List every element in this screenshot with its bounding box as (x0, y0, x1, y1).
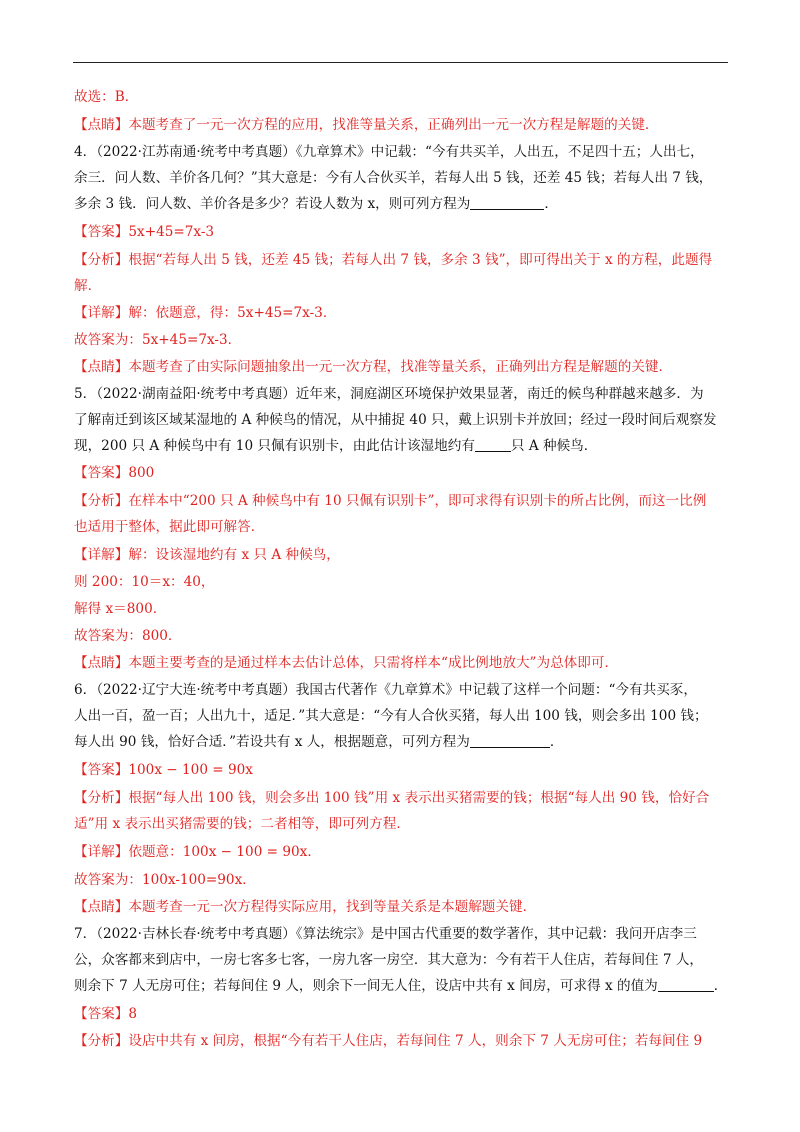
line-text: 【分析】在样本中“200 只 A 种候鸟中有 10 只佩有识别卡”，即可求得有识别卡的所占比例，而这一比例 (74, 493, 707, 509)
text-line (74, 303, 336, 323)
text-line (74, 250, 712, 270)
line-tail-text: ． (713, 978, 728, 994)
text-line (74, 572, 215, 592)
line-text: 人出一百，盈一百；人出九十，适足．”其大意是：“今有人合伙买猪，每人出 100 钱，则会多出 100 钱； (74, 708, 708, 724)
text-line (74, 410, 717, 430)
text-line (74, 599, 166, 619)
line-text: 则 200：10＝x：40， (74, 574, 215, 590)
line-text: 【答案】8 (74, 1006, 138, 1022)
line-tail-text: ． (549, 734, 564, 750)
header-rule (73, 62, 728, 63)
text-line (74, 706, 708, 726)
text-line (74, 142, 704, 162)
line-text: 【分析】根据“每人出 100 钱，则会多出 100 钱”用 x 表示出买猪需要的钱；根据“每人出 90 钱，恰好合 (74, 790, 710, 806)
line-text: 【详解】解：依题意，得：5x+45=7x-3． (74, 305, 337, 321)
line-text: 也适用于整体，据此即可解答． (74, 519, 265, 535)
text-line (74, 760, 253, 780)
line-text: 【分析】根据“若每人出 5 钱，还差 45 钱；若每人出 7 钱，多余 3 钱”，即可得出关于 x 的方程，此题得 (74, 252, 713, 268)
line-text: 【详解】依题意：100x − 100 = 90x． (74, 844, 321, 860)
line-text: 故答案为：5x+45=7x-3． (74, 332, 242, 348)
text-line (74, 976, 727, 996)
line-text: 则余下 7 人无房可住；若每间住 9 人，则余下一间无人住，设店中共有 x 间房，可求得 x 的值为 (74, 978, 658, 994)
text-line (74, 924, 697, 944)
text-line (74, 788, 709, 808)
line-text: 余三．问人数、羊价各几何？”其大意是：今有人合伙买羊，若每人出 5 钱，还差 45 钱；若每人出 7 钱， (74, 170, 713, 186)
line-text: 了解南迁到该区域某湿地的 A 种候鸟的情况，从中捕捉 40 只，戴上识别卡并放回；经过一段时间后观察发 (74, 412, 717, 428)
answer-blank (658, 977, 714, 992)
text-line (74, 194, 558, 214)
line-text: 4．（2022·江苏南通·统考中考真题）《九章算术》中记载：“今有共买羊，人出五，不足四十五；人出七， (74, 144, 704, 160)
text-line (74, 1031, 702, 1051)
line-text: 故答案为：800． (74, 628, 182, 644)
line-text: 【点睛】本题考查了由实际问题抽象出一元一次方程，找准等量关系，正确列出方程是解题的关键． (74, 359, 673, 375)
text-line (74, 115, 659, 135)
text-line (74, 491, 706, 511)
text-line (74, 357, 672, 377)
line-text: 【点睛】本题主要考查的是通过样本去估计总体，只需将样本“成比例地放大”为总体即可． (74, 655, 619, 671)
text-line (74, 276, 101, 296)
answer-blank (470, 195, 544, 210)
text-line (74, 222, 214, 242)
text-line (74, 950, 703, 970)
line-text: 【答案】800 (74, 465, 155, 481)
text-line (74, 653, 618, 673)
text-line (74, 870, 256, 890)
text-line (74, 330, 241, 350)
line-tail-text: ． (544, 196, 558, 212)
line-text: 【点睛】本题考查一元一次方程得实际应用，找到等量关系是本题解题关键． (74, 899, 537, 915)
answer-blank (470, 733, 550, 748)
text-line (74, 517, 264, 537)
text-line (74, 732, 563, 752)
text-line (74, 1004, 137, 1024)
line-text: 6．（2022·辽宁大连·统考中考真题）我国古代著作《九章算术》中记载了这样一个问题：“今有共买豕， (74, 682, 697, 698)
line-text: 故选：B． (74, 89, 139, 105)
text-line (74, 168, 712, 188)
text-line (74, 545, 340, 565)
line-text: 解得 x＝800． (74, 601, 167, 617)
line-text: 【详解】解：设该湿地约有 x 只 A 种候鸟， (74, 547, 340, 563)
line-text: 解． (74, 278, 102, 294)
line-text: 每人出 90 钱，恰好合适．”若设共有 x 人，根据题意，可列方程为 (74, 734, 470, 750)
text-line (74, 680, 697, 700)
text-line (74, 897, 536, 917)
line-text: 多余 3 钱．问人数、羊价各是多少？若设人数为 x，则可列方程为 (74, 196, 471, 212)
line-text: 【分析】设店中共有 x 间房，根据“今有若干人住店，若每间住 7 人，则余下 7 人无房可住；若每间住 9 (74, 1033, 703, 1049)
text-line (74, 436, 597, 456)
line-text: 7．（2022·吉林长春·统考中考真题）《算法统宗》是中国古代重要的数学著作，其中记载：我问开店李三 (74, 926, 697, 942)
line-text: 现，200 只 A 种候鸟中有 10 只佩有识别卡，由此估计该湿地约有 (74, 438, 475, 454)
line-text: 适”用 x 表示出买猪需要的钱；二者相等，即可列方程． (74, 816, 410, 832)
text-line (74, 842, 321, 862)
line-text: 故答案为：100x-100=90x． (74, 872, 256, 888)
answer-blank (475, 437, 511, 452)
line-text: 【答案】5x+45=7x-3 (74, 224, 215, 240)
text-line (74, 463, 154, 483)
line-text: 5．（2022·湖南益阳·统考中考真题）近年来，洞庭湖区环境保护效果显著，南迁的候鸟种群越来越多．为 (74, 386, 704, 402)
line-text: 【点睛】本题考查了一元一次方程的应用，找准等量关系，正确列出一元一次方程是解题的关键． (74, 117, 659, 133)
text-line (74, 87, 138, 107)
text-line (74, 384, 704, 404)
line-text: 【答案】100x − 100 = 90x (74, 762, 253, 778)
text-line (74, 626, 182, 646)
line-tail-text: 只 A 种候鸟． (510, 438, 598, 454)
text-line (74, 814, 410, 834)
line-text: 公，众客都来到店中，一房七客多七客，一房九客一房空．其大意为：今有若干人住店，若每间住 7 人， (74, 952, 704, 968)
